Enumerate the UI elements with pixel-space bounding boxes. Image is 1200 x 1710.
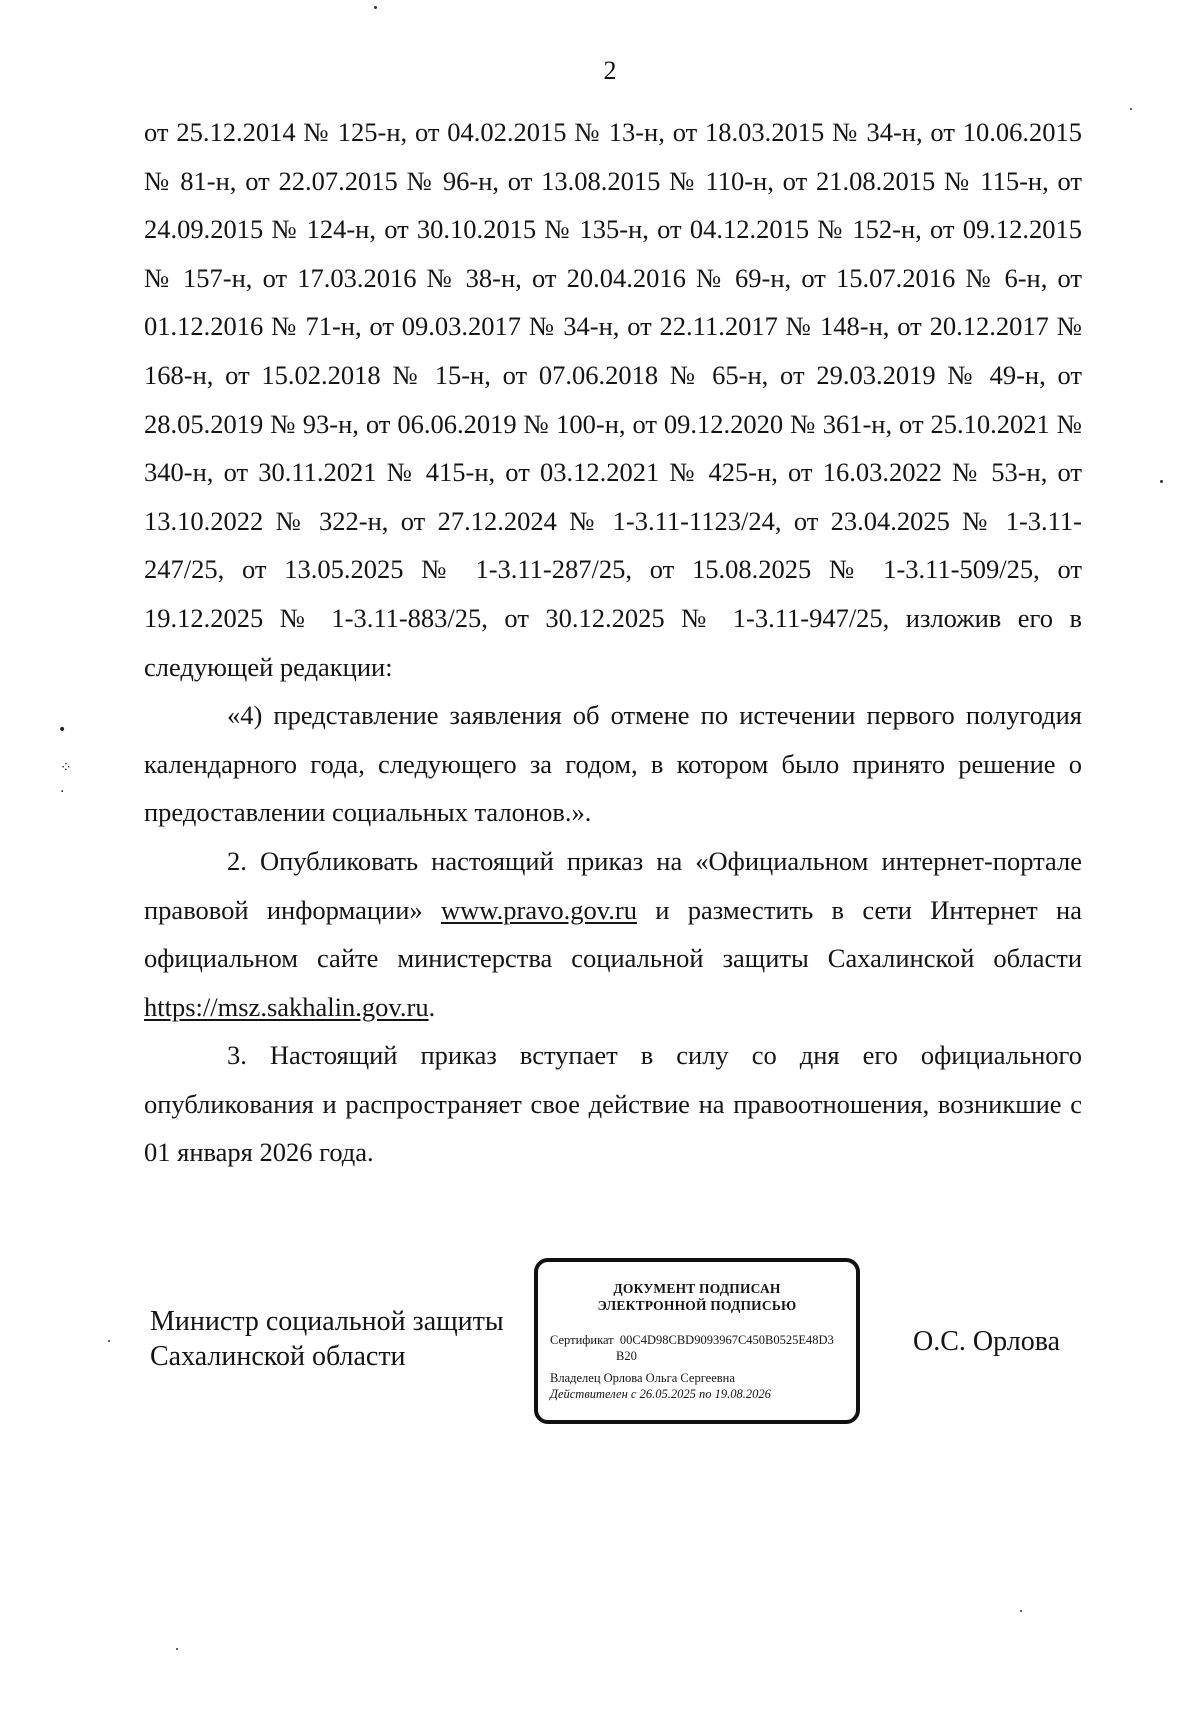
signature-block xyxy=(0,1258,1200,1428)
stamp-owner: Владелец Орлова Ольга Сергеевна xyxy=(550,1371,735,1385)
margin-speck: • xyxy=(58,722,67,738)
margin-speck: · xyxy=(60,784,65,800)
signatory-title-line-1: Министр социальной защиты xyxy=(150,1306,504,1337)
pravo-gov-link[interactable]: www.pravo.gov.ru xyxy=(440,894,637,925)
scan-speck xyxy=(1020,1610,1022,1612)
document-body xyxy=(144,108,1082,1177)
page-number: 2 xyxy=(603,56,617,85)
msz-sakhalin-link[interactable]: https://msz.sakhalin.gov.ru xyxy=(144,991,429,1022)
publication-text-start: 2. Опубликовать настоящий приказ на «Официальном интернет-портале правовой информации» xyxy=(144,845,1082,925)
publication-paragraph xyxy=(144,837,1082,1031)
stamp-heading xyxy=(538,1280,856,1314)
effective-date-paragraph: 3. Настоящий приказ вступает в силу со дня его официального опубликования и распространяет свое действие на правоотношения, возникшие с 01 января 2026 года. xyxy=(144,1040,1082,1168)
stamp-certificate xyxy=(550,1332,848,1348)
signatory-title-line-2: Сахалинской области xyxy=(150,1341,406,1372)
scan-speck xyxy=(176,1648,178,1650)
stamp-certificate-cont: B20 xyxy=(616,1349,637,1363)
signatory-name: О.С. Орлова xyxy=(913,1326,1060,1357)
amendment-list-paragraph: от 25.12.2014 № 125-н, от 04.02.2015 № 13-н, от 18.03.2015 № 34-н, от 10.06.2015 № 81-н, от 22.07.2015 № 96-н, от 13.08.2015 № 110-н, от 21.08.2015 № 115-н, от 24.09.2015 № 124-н, от 30.10.2015 № 135-н, от 04.12.2015 № 152-н, от 09.12.2015 № 157-н, от 17.03.2016 № 38-н, от 20.04.2016 № 69-н, от 15.07.2016 № 6-н, от 01.12.2016 № 71-н, от 09.03.2017 № 34-н, от 22.11.2017 № 148-н, от 20.12.2017 № 168-н, от 15.02.2018 № 15-н, от 07.06.2018 № 65-н, от 29.03.2019 № 49-н, от 28.05.2019 № 93-н, от 06.06.2019 № 100-н, от 09.12.2020 № 361-н, от 25.10.2021 № 340-н, от 30.11.2021 № 415-н, от 03.12.2021 № 425-н, от 16.03.2022 № 53-н, от 13.10.2022 № 322-н, от 27.12.2024 № 1-3.11-1123/24, от 23.04.2025 № 1-3.11-247/25, от 13.05.2025 № 1-3.11-287/25, от 15.08.2025 № 1-3.11-509/25, от 19.12.2025 № 1-3.11-883/25, от 30.12.2025 № 1-3.11-947/25, изложив его в следующей редакции: xyxy=(144,117,1082,682)
scan-speck xyxy=(1130,108,1132,110)
electronic-signature-stamp xyxy=(534,1258,860,1424)
stamp-certificate-value: 00C4D98CBD9093967C450B0525E48D3 xyxy=(619,1333,834,1347)
scan-speck xyxy=(374,6,377,9)
stamp-heading-line-2: ЭЛЕКТРОННОЙ ПОДПИСЬЮ xyxy=(597,1298,797,1313)
stamp-certificate-label: Сертификат xyxy=(550,1333,614,1347)
quoted-clause-paragraph: «4) представление заявления об отмене по истечении первого полугодия календарного года, следующего за годом, в котором было принято решение о предоставлении социальных талонов.». xyxy=(144,700,1082,828)
signatory-title xyxy=(150,1304,520,1374)
margin-speck: ⁘ xyxy=(60,760,72,776)
scan-speck xyxy=(108,1340,110,1342)
stamp-heading-line-1: ДОКУМЕНТ ПОДПИСАН xyxy=(613,1281,781,1296)
publication-text-middle: и разместить в сети Интернет на официальном сайте министерства социальной защиты Сахалинской области xyxy=(144,894,1082,974)
scan-speck xyxy=(1160,480,1163,483)
stamp-validity: Действителен с 26.05.2025 по 19.08.2026 xyxy=(550,1387,771,1401)
publication-text-end: . xyxy=(428,991,436,1022)
